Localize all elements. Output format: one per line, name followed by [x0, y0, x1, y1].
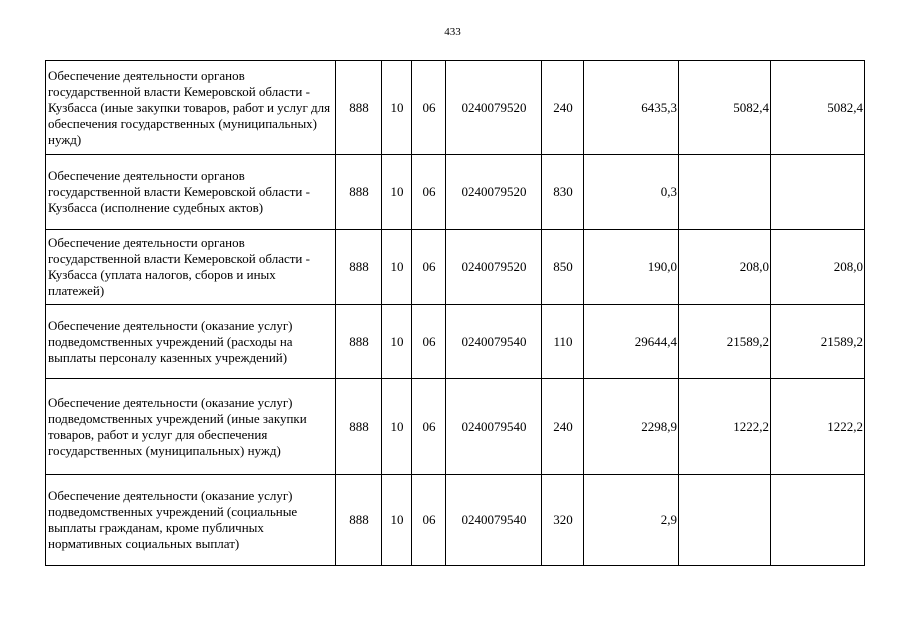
- amount-year-3: 5082,4: [771, 61, 865, 155]
- table-row: [46, 155, 865, 230]
- subsection-code: 06: [412, 155, 446, 230]
- ministry-code: 888: [336, 475, 382, 566]
- table-row: [46, 230, 865, 305]
- section-code: 10: [382, 379, 412, 475]
- ministry-code: 888: [336, 155, 382, 230]
- amount-year-3: 1222,2: [771, 379, 865, 475]
- amount-year-2: 208,0: [679, 230, 771, 305]
- amount-year-1: 2,9: [584, 475, 679, 566]
- target-article: 0240079540: [446, 475, 542, 566]
- section-code: 10: [382, 305, 412, 379]
- amount-year-1: 0,3: [584, 155, 679, 230]
- amount-year-3: [771, 155, 865, 230]
- expense-type: 110: [542, 305, 584, 379]
- row-description: Обеспечение деятельности органов государственной власти Кемеровской области - Кузбасса (исполнение судебных актов): [46, 155, 336, 230]
- expense-type: 240: [542, 379, 584, 475]
- subsection-code: 06: [412, 305, 446, 379]
- target-article: 0240079520: [446, 61, 542, 155]
- target-article: 0240079540: [446, 379, 542, 475]
- page-number: 433: [444, 26, 461, 38]
- amount-year-1: 2298,9: [584, 379, 679, 475]
- row-description: Обеспечение деятельности (оказание услуг) подведомственных учреждений (социальные выплаты гражданам, кроме публичных нормативных социальных выплат): [46, 475, 336, 566]
- amount-year-3: [771, 475, 865, 566]
- row-description: Обеспечение деятельности (оказание услуг) подведомственных учреждений (расходы на выплаты персоналу казенных учреждений): [46, 305, 336, 379]
- expense-type: 830: [542, 155, 584, 230]
- budget-table: [45, 60, 865, 566]
- expense-type: 850: [542, 230, 584, 305]
- amount-year-3: 208,0: [771, 230, 865, 305]
- expense-type: 240: [542, 61, 584, 155]
- target-article: 0240079520: [446, 230, 542, 305]
- subsection-code: 06: [412, 475, 446, 566]
- row-description: Обеспечение деятельности органов государственной власти Кемеровской области - Кузбасса (уплата налогов, сборов и иных платежей): [46, 230, 336, 305]
- amount-year-2: 1222,2: [679, 379, 771, 475]
- section-code: 10: [382, 155, 412, 230]
- amount-year-1: 29644,4: [584, 305, 679, 379]
- table-row: [46, 475, 865, 566]
- ministry-code: 888: [336, 61, 382, 155]
- subsection-code: 06: [412, 61, 446, 155]
- subsection-code: 06: [412, 379, 446, 475]
- table-row: [46, 305, 865, 379]
- ministry-code: 888: [336, 230, 382, 305]
- ministry-code: 888: [336, 379, 382, 475]
- amount-year-1: 6435,3: [584, 61, 679, 155]
- amount-year-2: [679, 475, 771, 566]
- table-row: [46, 61, 865, 155]
- amount-year-2: 21589,2: [679, 305, 771, 379]
- section-code: 10: [382, 61, 412, 155]
- section-code: 10: [382, 230, 412, 305]
- ministry-code: 888: [336, 305, 382, 379]
- row-description: Обеспечение деятельности (оказание услуг) подведомственных учреждений (иные закупки товаров, работ и услуг для обеспечения государственных (муниципальных) нужд): [46, 379, 336, 475]
- subsection-code: 06: [412, 230, 446, 305]
- expense-type: 320: [542, 475, 584, 566]
- section-code: 10: [382, 475, 412, 566]
- amount-year-2: [679, 155, 771, 230]
- amount-year-1: 190,0: [584, 230, 679, 305]
- table-row: [46, 379, 865, 475]
- amount-year-2: 5082,4: [679, 61, 771, 155]
- amount-year-3: 21589,2: [771, 305, 865, 379]
- row-description: Обеспечение деятельности органов государственной власти Кемеровской области - Кузбасса (иные закупки товаров, работ и услуг для обеспечения государственных (муниципальных) нужд): [46, 61, 336, 155]
- target-article: 0240079520: [446, 155, 542, 230]
- target-article: 0240079540: [446, 305, 542, 379]
